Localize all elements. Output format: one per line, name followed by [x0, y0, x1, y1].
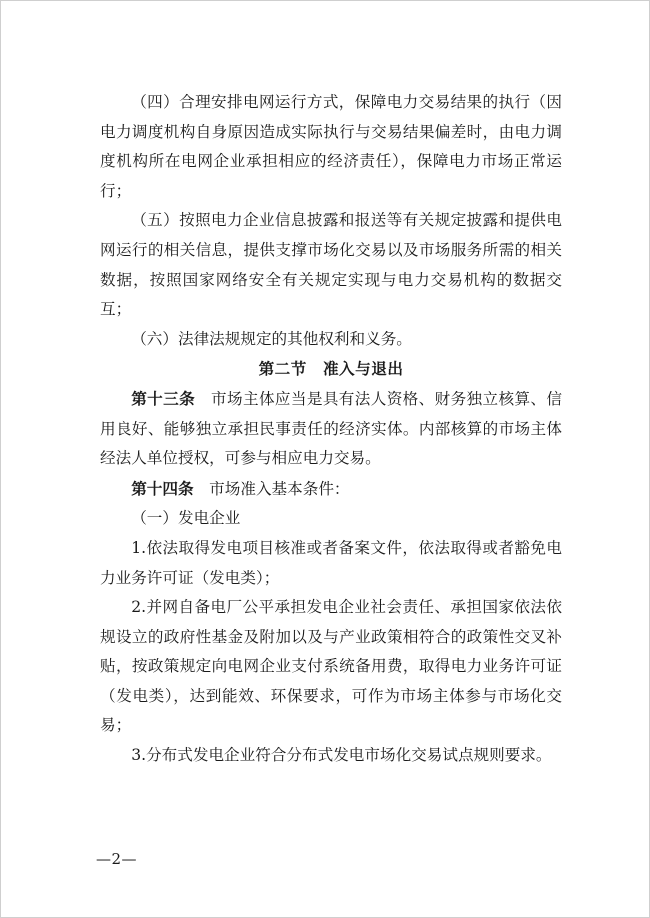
- document-body: [100, 88, 562, 771]
- section-title: 第二节 准入与退出: [258, 359, 404, 379]
- article-14-label: 第十四条: [131, 478, 194, 498]
- article-14-text: 市场准入基本条件：: [193, 479, 350, 498]
- paragraph-item-5: （五）按照电力企业信息披露和报送等有关规定披露和提供电网运行的相关信息，提供支撑市场化交易以及市场服务所需的相关数据，按照国家网络安全有关规定实现与电力交易机构的数据交互；: [100, 211, 562, 319]
- article-13-label: 第十三条: [131, 388, 196, 408]
- subheading-power-generation: （一）发电企业: [131, 509, 241, 528]
- condition-2: 2.并网自备电厂公平承担发电企业社会责任、承担国家依法依规设立的政府性基金及附加以及与产业政策相符合的政策性交叉补贴，按政策规定向电网企业支付系统备用费，取得电力业务许可证（发电类），达到能效、环保要求，可作为市场主体参与市场化交易；: [100, 598, 562, 735]
- article-13: [100, 384, 562, 474]
- article-13-text: 市场主体应当是具有法人资格、财务独立核算、信用良好、能够独立承担民事责任的经济实体。内部核算的市场主体经法人单位授权，可参与相应电力交易。: [100, 389, 562, 468]
- condition-3: 3.分布式发电企业符合分布式发电市场化交易试点规则要求。: [131, 746, 552, 765]
- paragraph-item-6: （六）法律法规规定的其他权利和义务。: [131, 329, 412, 348]
- paragraph-item-4: （四）合理安排电网运行方式，保障电力交易结果的执行（因电力调度机构自身原因造成实际执行与交易结果偏差时，由电力调度机构所在电网企业承担相应的经济责任），保障电力市场正常运行；: [100, 93, 562, 200]
- page-number: —2—: [96, 850, 138, 868]
- condition-1: 1.依法取得发电项目核准或者备案文件，依法取得或者豁免电力业务许可证（发电类）；: [100, 538, 562, 587]
- article-14: [100, 474, 562, 505]
